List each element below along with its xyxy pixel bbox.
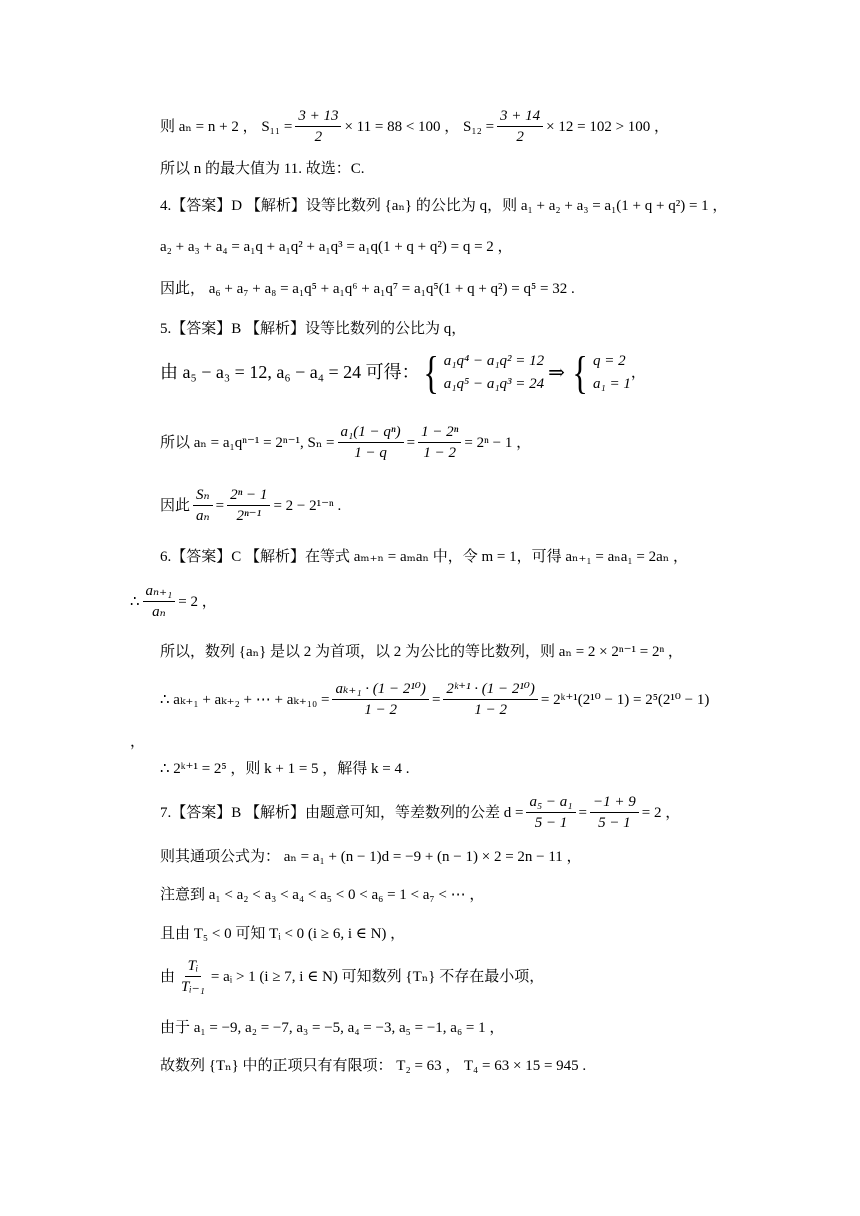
text-segment: = 2 ，: [641, 804, 681, 821]
equals-sign: =: [215, 497, 225, 514]
text-segment: ，: [630, 365, 646, 381]
text-segment: ∴ aₖ₊₁ + aₖ₊₂ + ⋯ + aₖ₊₁₀ =: [160, 691, 330, 708]
text-segment: 由 a₅ − a₃ = 12, a₆ − a₄ = 24 可得：: [160, 362, 420, 383]
fraction: [295, 107, 341, 146]
text-segment: = 2ⁿ − 1 ，: [464, 434, 532, 451]
denominator: 1 − q: [354, 445, 387, 461]
line-4: a₂ + a₃ + a₄ = a₁q + a₁q² + a₁q³ = a₁q(1 + q + q²) = q = 2 ，: [160, 239, 513, 255]
line-5: 因此， a₆ + a₇ + a₈ = a₁q⁵ + a₁q⁶ + a₁q⁷ = a₁q⁵(1 + q + q²) = q⁵ = 32 .: [160, 281, 575, 297]
denominator: aₙ: [196, 508, 210, 524]
left-brace: {: [422, 347, 439, 398]
line-13: [160, 680, 820, 719]
line-1: [160, 107, 820, 146]
numerator: aₙ₊₁: [143, 582, 176, 602]
fraction: [227, 486, 270, 525]
line-8: [160, 423, 820, 462]
denominator: 2ⁿ⁻¹: [236, 508, 262, 524]
denominator: 1 − 2: [423, 445, 457, 461]
line-21: 由于 a₁ = −9, a₂ = −7, a₃ = −5, a₄ = −3, a₅ = −1, a₆ = 1 ，: [160, 1020, 505, 1036]
line-3-answer-4: 4.【答案】D 【解析】设等比数列 {aₙ} 的公比为 q，则 a₁ + a₂ + a₃ = a₁(1 + q + q²) = 1 ，: [160, 198, 728, 214]
text-segment: = 2 ，: [178, 593, 217, 610]
numerator: 1 − 2ⁿ: [418, 423, 461, 443]
fraction: [418, 423, 461, 462]
line-6-answer-5: 5.【答案】B 【解析】设等比数列的公比为 q，: [160, 321, 467, 337]
line-9: [160, 486, 820, 525]
numerator: a₅ − a₁: [526, 793, 575, 813]
fraction: [526, 793, 575, 832]
numerator: a₁(1 − qⁿ): [338, 423, 404, 443]
line-18: 注意到 a₁ < a₂ < a₃ < a₄ < a₅ < 0 < a₆ = 1 < a₇ < ⋯ ，: [160, 887, 485, 903]
numerator: Tᵢ: [185, 957, 202, 977]
denominator: 5 − 1: [534, 815, 568, 831]
fraction: [590, 793, 639, 832]
numerator: 2ᵏ⁺¹ · (1 − 2¹⁰): [443, 680, 538, 700]
fraction: [338, 423, 404, 462]
implies-arrow: ⇒: [548, 362, 565, 384]
text-segment: × 11 = 88 < 100 ， S₁₂ =: [344, 118, 495, 135]
line-7: [160, 347, 820, 398]
denominator: 5 − 1: [598, 815, 631, 831]
line-17: 则其通项公式为： aₙ = a₁ + (n − 1)d = −9 + (n − 1) × 2 = 2n − 11 ，: [160, 849, 582, 865]
fraction: [178, 957, 208, 996]
text-segment: = 2ᵏ⁺¹(2¹⁰ − 1) = 2⁵(2¹⁰ − 1): [540, 691, 710, 708]
text-segment: 则 aₙ = n + 2 ， S₁₁ =: [160, 118, 293, 135]
fraction: [332, 680, 428, 719]
fraction: [193, 486, 213, 525]
line-12: 所以，数列 {aₙ} 是以 2 为首项，以 2 为公比的等比数列，则 aₙ = 2 × 2ⁿ⁻¹ = 2ⁿ ，: [160, 644, 683, 660]
line-19: 且由 T₅ < 0 可知 Tᵢ < 0 (i ≥ 6, i ∈ N) ，: [160, 926, 406, 942]
fraction: [497, 107, 543, 146]
equals-sign: =: [431, 691, 441, 708]
line-22: 故数列 {Tₙ} 中的正项只有有限项： T₂ = 63 ， T₄ = 63 × 15 = 945 .: [160, 1058, 587, 1074]
line-16-answer-7: [160, 793, 820, 832]
numerator: aₖ₊₁ · (1 − 2¹⁰): [332, 680, 428, 700]
text-segment: 7.【答案】B 【解析】由题意可知，等差数列的公差 d =: [160, 804, 524, 821]
denominator: aₙ: [152, 604, 166, 620]
text-segment: × 12 = 102 > 100 ，: [546, 118, 670, 135]
numerator: Sₙ: [193, 486, 213, 506]
line-2: 所以 n 的最大值为 11. 故选：C.: [160, 161, 365, 177]
numerator: 3 + 14: [497, 107, 543, 127]
therefore-sign: ∴: [130, 593, 140, 610]
system-row: a₁ = 1: [593, 376, 631, 392]
numerator: 3 + 13: [295, 107, 341, 127]
equals-sign: =: [578, 804, 587, 821]
equals-sign: =: [406, 434, 416, 451]
line-15: ∴ 2ᵏ⁺¹ = 2⁵ ，则 k + 1 = 5 ，解得 k = 4 .: [160, 761, 410, 777]
text-segment: 因此: [160, 497, 191, 514]
denominator: 2: [516, 129, 524, 145]
line-20: [160, 957, 820, 996]
system-row: q = 2: [593, 353, 626, 370]
denominator: 1 − 2: [364, 702, 397, 718]
fraction: [443, 680, 538, 719]
numerator: 2ⁿ − 1: [227, 486, 270, 506]
denominator: Tᵢ₋₁: [181, 979, 205, 995]
fraction: [143, 582, 176, 621]
denominator: 1 − 2: [474, 702, 507, 718]
denominator: 2: [314, 129, 323, 145]
system-row: a₁q⁵ − a₁q³ = 24: [443, 376, 545, 392]
text-segment: = aᵢ > 1 (i ≥ 7, i ∈ N) 可知数列 {Tₙ} 不存在最小项，: [210, 968, 545, 985]
solution-system: [569, 347, 631, 398]
line-14: ，: [130, 734, 146, 750]
text-segment: = 2 − 2¹⁻ⁿ .: [273, 497, 342, 514]
equation-system: [420, 347, 545, 398]
left-brace: {: [572, 347, 588, 398]
numerator: −1 + 9: [590, 793, 639, 813]
line-10-answer-6: 6.【答案】C 【解析】在等式 aₘ₊ₙ = aₘaₙ 中，令 m = 1，可得 aₙ₊₁ = aₙa₁ = 2aₙ ，: [160, 549, 689, 565]
line-11: [130, 582, 820, 621]
text-segment: 所以 aₙ = a₁qⁿ⁻¹ = 2ⁿ⁻¹, Sₙ =: [160, 434, 335, 451]
system-row: a₁q⁴ − a₁q² = 12: [443, 353, 545, 370]
text-segment: 由: [160, 968, 176, 985]
